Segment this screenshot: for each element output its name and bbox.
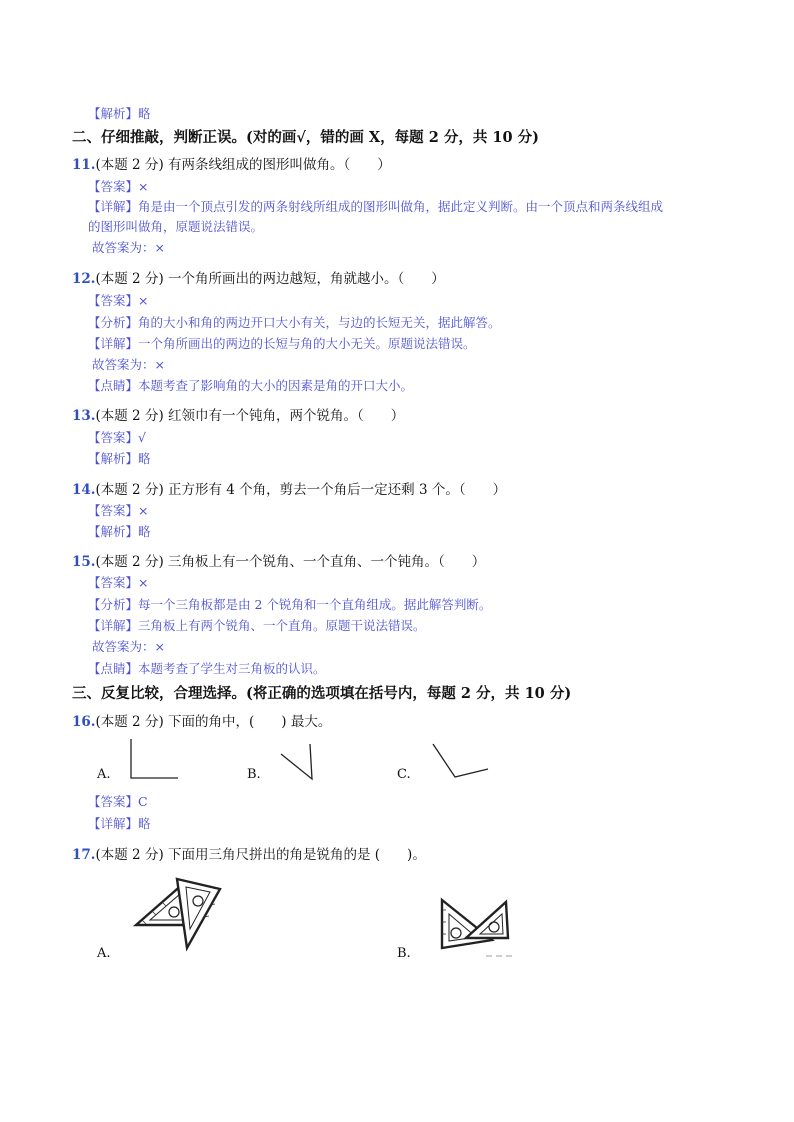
explanation-line: 【详解】三角板上有两个锐角、一个直角。原题干说法错误。 (88, 618, 426, 633)
question-text: (本题 2 分) 下面的角中，( ) 最大。 (95, 714, 332, 730)
set-square-figure-b (436, 890, 531, 960)
comment-line: 【点睛】本题考查了学生对三角板的认识。 (88, 661, 326, 676)
option-c-label: C. (397, 767, 411, 782)
explanation-line: 【详解】一个角所画出的两边的长短与角的大小无关。原题说法错误。 (88, 336, 476, 351)
final-answer-line: 故答案为：× (92, 639, 165, 654)
analysis-line: 【解析】略 (88, 451, 151, 466)
option-a-label: A. (97, 946, 111, 961)
question-text: (本题 2 分) 有两条线组成的图形叫做角。（ ） (95, 157, 391, 173)
explanation-line: 【详解】角是由一个顶点引发的两条射线所组成的图形叫做角，据此定义判断。由一个顶点和两条线组成 (88, 199, 664, 214)
option-b-label: B. (397, 946, 411, 961)
answer-line: 【答案】√ (88, 430, 146, 445)
question-text: (本题 2 分) 正方形有 4 个角，剪去一个角后一定还剩 3 个。（ ） (95, 482, 507, 498)
set-square-figure-a (132, 873, 227, 953)
section-heading-judgment: 二、仔细推敲，判断正误。(对的画√，错的画 X，每题 2 分，共 10 分) (72, 129, 540, 146)
analysis-line: 【解析】略 (88, 106, 151, 121)
answer-line: 【答案】× (88, 179, 149, 194)
question-text: (本题 2 分) 下面用三角尺拼出的角是锐角的是 ( )。 (95, 847, 426, 863)
question-number: 16. (72, 714, 96, 730)
explanation-line: 的图形叫做角，原题说法错误。 (88, 219, 264, 234)
comment-line: 【点睛】本题考查了影响角的大小的因素是角的开口大小。 (88, 378, 414, 393)
question-12 (72, 267, 445, 287)
question-text: (本题 2 分) 一个角所画出的两边越短，角就越小。（ ） (95, 271, 445, 287)
question-number: 14. (72, 482, 96, 498)
question-number: 11. (72, 157, 96, 173)
question-text: (本题 2 分) 三角板上有一个锐角、一个直角、一个钝角。（ ） (95, 554, 486, 570)
option-a-label: A. (97, 767, 111, 782)
question-text: (本题 2 分) 红领巾有一个钝角，两个锐角。（ ） (95, 408, 405, 424)
obtuse-angle-figure (430, 740, 495, 785)
question-number: 17. (72, 847, 96, 863)
answer-line: 【答案】C (88, 794, 148, 809)
question-17 (72, 843, 426, 863)
question-15 (72, 550, 485, 570)
final-answer-line: 故答案为：× (92, 240, 165, 255)
question-14 (72, 478, 506, 498)
analysis-line: 【解析】略 (88, 524, 151, 539)
final-answer-line: 故答案为：× (92, 357, 165, 372)
analysis-line: 【分析】角的大小和角的两边开口大小有关，与边的长短无关，据此解答。 (88, 315, 501, 330)
analysis-line: 【分析】每一个三角板都是由 2 个锐角和一个直角组成。据此解答判断。 (88, 597, 492, 612)
option-b-label: B. (247, 767, 261, 782)
answer-line: 【答案】× (88, 503, 149, 518)
question-number: 15. (72, 554, 96, 570)
acute-angle-figure (275, 740, 320, 785)
question-11 (72, 153, 391, 173)
answer-line: 【答案】× (88, 575, 149, 590)
question-number: 13. (72, 408, 96, 424)
question-16 (72, 710, 331, 730)
section-heading-choice: 三、反复比较，合理选择。(将正确的选项填在括号内，每题 2 分，共 10 分) (72, 685, 572, 702)
question-number: 12. (72, 271, 96, 287)
right-angle-figure (125, 735, 185, 785)
explanation-line: 【详解】略 (88, 816, 151, 831)
answer-line: 【答案】× (88, 293, 149, 308)
question-13 (72, 404, 404, 424)
